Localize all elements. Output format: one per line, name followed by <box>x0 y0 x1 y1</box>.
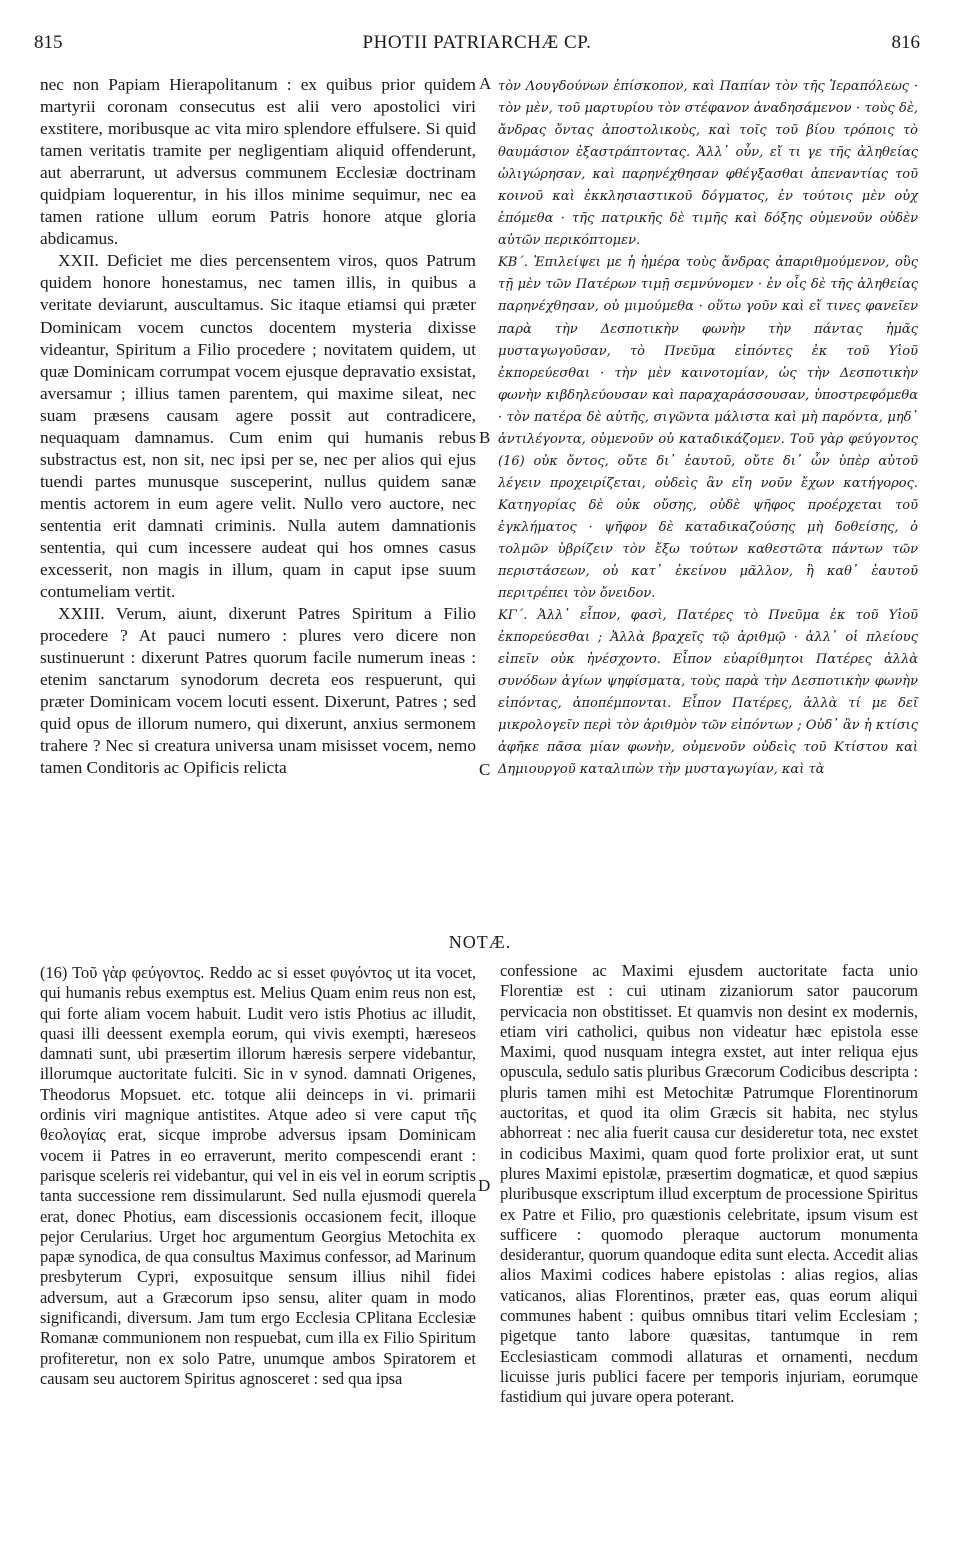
latin-paragraph: XXII. Deficiet me dies percensentem viros, quos Patrum quidem honore honestamus, nec tamen illis, in quibus a veritate deviarunt, auscultamus. Sic itaque etiamsi qui præter Dominicam vocem cunctos docentem mysteria dixisse videantur, Spiritum a Filio procedere ; novitatem quidem, ut quæ Dominicam corrumpat vocem ejusque depravatio exsistat, aversamur ; illius tamen parentem, qui maxime sileat, nec suam præsens causam agere possit aut contradicere, nequaquam damnamus. Cum enim qui humanis rebus substractus est, non sit, nec ipsi per se, nec per alios qui ejus tuendi partes munusque susceperint, nullus quidem sanæ mentis actorem in eum agere velit. Nullo vero auctore, nec sententia erit damnati criminis. Nulla autem damnationis sententia, qui cum incessere audeat qui hos omnes casus excesserit, non magis in illum, quam in caput ipse suum contumeliam vertit. <box>40 251 476 602</box>
note-text: (16) Τοῦ γὰρ φεύγοντος. Reddo ac si esset φυγόντος ut ita vocet, qui humanis rebus exemptus est. Melius Quam enim reus non est, qui forte aliam vocem habuit. Ludit vero istis Photius ac illudit, quasi illi deessent exempla eorum, qui vivis exempti, hæreseos damnati sunt, ubi præsertim illorum hæresis serpere videbantur, illorumque auctoritate fulciti. Sic in v synod. damnati Origenes, Theodorus Mopsuet. etc. totque alii deinceps in vi. primarii ordinis viri magnique antistites. Atque adeo si vere caput τῆς θεολογίας erat, sicque improbe adversus ipsam Dominicam vocem ii Patres in eo erraverunt, merito compescendi erant : parisque sceleris rei videbantur, qui vel in eis vel in eorum scriptis tanta successione rem dissimularunt. Sed nulla ejusmodi querela erat, donec Photius, eam discessionis occasionem fecit, illoque pejor Cerularius. Urget hoc argumentum Georgius Metochita ex papæ synodica, de qua consultus Maximus confessor, ad Marinum presbyterum Cypri, exposuitque sensum illius nihil fidei adversum, aut a Græcorum ipso sensu, aliter quam in modo significandi, diversum. Jam tum ergo Ecclesia CPlitana Ecclesiæ Romanæ communionem non respuebat, cum illa ex Filio Spiritum profiteretur, non ex solo Patre, unumque ambos Spiratorem et causam seu auctorem Spiritus agnosceret : sed qua ipsa <box>40 963 476 1388</box>
section-marker-b: B <box>479 428 491 447</box>
page-header <box>34 32 920 62</box>
latin-paragraph: XXIII. Verum, aiunt, dixerunt Patres Spiritum a Filio procedere ? At pauci numero : plures vero dicere non sustinuerunt : dixerunt Patres quorum facile numerum ineas : etenim sanctarum synodorum decreta eos respuerunt, qui præter Dominicam vocem locuti essent. Dixerunt, Patres ; sed quid opus de illorum numero, qui dixerunt, anxius sermonem trahere ? Nec si creatura universa unam misisset vocem, nemo tamen Conditoris ac Opificis relicta <box>40 604 476 778</box>
page-number-right: 816 <box>891 32 920 53</box>
note-text: confessione ac Maximi ejusdem auctoritate facta unio Florentiæ est : cui utinam zizaniorum sator paucorum pervicacia non obstitisset. Et quamvis non desint ex modernis, etiam viri catholici, quibus non videatur hæc epistola esse Maximi, quod nusquam integra exstet, aut inter reliqua ejus opuscula, sedulo satis pluribus Græcorum Codicibus descripta : pluris tamen mihi est Metochitæ Patrumque Florentinorum auctoritas, et quod ita olim Græcis sit habita, nec stylus abhorreat : nec alia fuerit causa cur desideretur tota, nec exstet in codicibus Maximi, quam quod forte prolixior erat, ut sunt plures Maximi epistolæ, præsertim dogmaticæ, et quod sæpius pluribusque exscriptum illud excerptum de processione Spiritus ex Patre et Filio, pro quæstionis celebritate, ipsum visum est sufficere : quomodo pleraque auctorum monumenta desiderantur, quorum quandoque edita sunt electa. Accedit alias alios Maximi codices habere epistolas : alias regios, alias vaticanos, alias Florentinos, præter eas, quas eorum aliqui communes habent : quibus omnibus titari velim Ecclesiam ; pigetque tanto labore quæsitas, tantumque in rem Ecclesiasticam commodi allaturas et ornamenti, necdum licuisse juris publici facere per temporis injuriam, eorumque fastidium qui juvare opera poterant. <box>500 961 918 1407</box>
section-marker-c: C <box>479 760 491 779</box>
note-column-right <box>500 961 918 1408</box>
greek-column <box>498 76 918 782</box>
page-number-left: 815 <box>34 32 63 53</box>
section-marker-a: A <box>479 74 492 93</box>
latin-column <box>40 74 476 780</box>
section-marker-d: D <box>478 1176 491 1195</box>
greek-paragraph: ΚΒ΄. Ἐπιλείψει με ἡ ἡμέρα τοὺς ἄνδρας ἀπαριθμούμενον, οὓς τῇ μὲν τῶν Πατέρων τιμῇ σεμνύνομεν · ἐν οἷς δὲ τῆς ἀληθείας παρηνέχθησαν, οὐ μιμούμεθα · οὕτω γοῦν καὶ εἴ τινες φανεῖεν παρὰ τὴν Δεσποτικὴν φωνὴν τὴν πάντας ἡμᾶς μυσταγωγοῦσαν, τὸ Πνεῦμα εἰπόντες ἐκ τοῦ Υἱοῦ ἐκπορεύεσθαι · τὴν μὲν καινοτομίαν, ὡς τὴν Δεσποτικὴν φωνὴν κιβδηλεύουσαν καὶ παραχαράσσουσαν, ὑποστρεφόμεθα · τὸν πατέρα δὲ αὐτῆς, σιγῶντα μάλιστα καὶ μὴ παρόντα, μηδ᾽ ἀντιλέγοντα, οὐμενοῦν οὐ καταδικάζομεν. Τοῦ γὰρ φεύγοντος (16) οὐκ ὄντος, οὔτε δι᾽ ἑαυτοῦ, οὔτε δι᾽ ὧν ὑπὲρ αὐτοῦ λέγειν προχειρίζεται, οὐδεὶς ἂν εἴη νοῦν ἔχων κατήγορος. Κατηγορίας δὲ οὐκ οὔσης, οὐδὲ ψῆφος προέρχεται τοῦ ἐγκλήματος · ψῆφον δὲ καταδικαζούσης μὴ δοθείσης, ὁ τολμῶν ὑβρίζειν τὸν ἔξω τούτων καθεστῶτα πάντων τῶν περιστάσεων, οὐ κατ᾽ ἐκείνου μᾶλλον, ἢ καθ᾽ ἑαυτοῦ περιτρέπει τὸν ὄνειδον. <box>498 255 918 602</box>
latin-paragraph: nec non Papiam Hierapolitanum : ex quibus prior quidem martyrii coronam consecutus est alii vero apostolici viri exstitere, moribusque ac vita miro splendore effulsere. Si quid tamen veritatis tramite per negligentiam aliquid offenderunt, aut aberrarunt, ut adversus communem Ecclesiæ doctrinam quidpiam loquerentur, in his illos minime sequimur, nec ea tamen ratione ullum eorum Patris honore atque gloria abdicamus. <box>40 75 476 249</box>
notes-heading: NOTÆ. <box>448 932 512 952</box>
note-column-left <box>40 963 476 1389</box>
greek-paragraph: ΚΓ΄. Ἀλλ᾽ εἶπον, φασὶ, Πατέρες τὸ Πνεῦμα ἐκ τοῦ Υἱοῦ ἐκπορεύεσθαι ; Ἀλλὰ βραχεῖς τῷ ἀριθμῷ · ἀλλ᾽ οἱ πλείους εἰπεῖν οὐκ ἠνέσχοντο. Εἶπον εὐαρίθμητοι Πατέρες ἀλλὰ συνόδων ἁγίων ψηφίσματα, τοὺς παρὰ τὴν Δεσποτικὴν φωνὴν εἰπόντας, ἀποπέμπονται. Εἶπον Πατέρες, ἀλλὰ τί με δεῖ μικρολογεῖν περὶ τὸν ἀριθμὸν τῶν εἰπόντων ; Οὐδ᾽ ἂν ἡ κτίσις ἀφῆκε πᾶσα μίαν φωνὴν, οὐμενοῦν οὐδεὶς τοῦ Κτίστου καὶ Δημιουργοῦ καταλιπὼν τὴν μυσταγωγίαν, καὶ τὰ <box>498 608 918 778</box>
greek-paragraph: τὸν Λουγδούνων ἐπίσκοπον, καὶ Παπίαν τὸν τῆς Ἱεραπόλεως · τὸν μὲν, τοῦ μαρτυρίου τὸν στέφανον ἀναδησάμενον · τοὺς δὲ, ἄνδρας ὄντας ἀποστολικοὺς, καὶ τοῖς τοῦ βίου τρόποις τὸ θαυμάσιον ἐξαστράπτοντας. Ἀλλ᾽ οὖν, εἴ τι γε τῆς ἀληθείας ὠλιγώρησαν, καὶ παρηνέχθησαν φθέγξασθαι ἀπεναντίας τοῦ κοινοῦ καὶ ἐκκλησιαστικοῦ δόγματος, ἐν τούτοις μὲν οὐχ ἑπόμεθα · τῆς πατρικῆς δὲ τιμῆς καὶ δόξης οὐμενοῦν οὐδὲν αὐτῶν περικόπτομεν. <box>498 79 918 249</box>
running-title: PHOTII PATRIARCHÆ CP. <box>362 32 592 53</box>
